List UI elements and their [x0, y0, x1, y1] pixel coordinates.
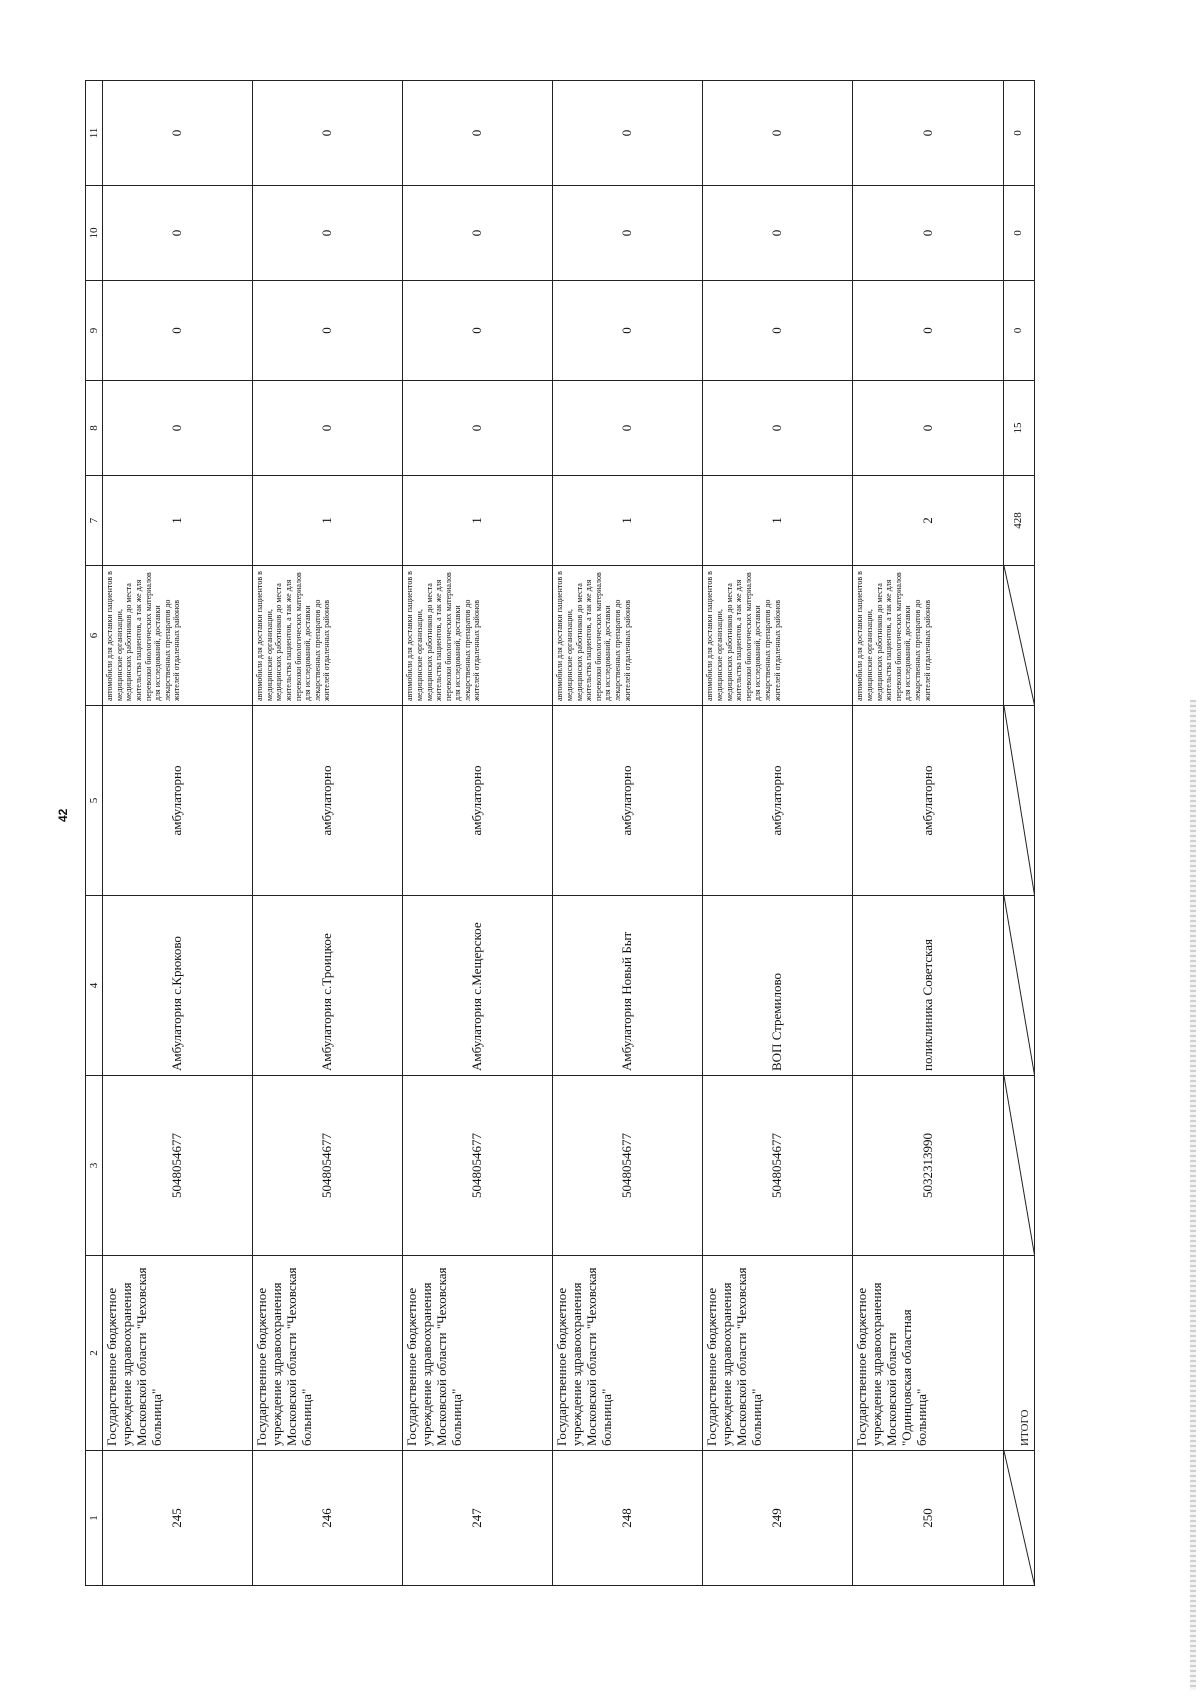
total-empty-cell	[1003, 566, 1034, 706]
count-col-8: 0	[703, 381, 853, 476]
row-number: 249	[703, 1451, 853, 1586]
count-col-9: 0	[253, 281, 403, 381]
care-condition: амбулаторно	[253, 706, 403, 896]
count-col-11: 0	[253, 81, 403, 186]
care-condition: амбулаторно	[853, 706, 1003, 896]
row-number: 248	[553, 1451, 703, 1586]
inn-value: 5032313990	[853, 1076, 1003, 1256]
inn-value: 5048054677	[703, 1076, 853, 1256]
vehicles-table	[85, 80, 1035, 1586]
division-name: поликлиника Советская	[853, 896, 1003, 1076]
division-name: Амбулатория с.Троицкое	[253, 896, 403, 1076]
column-number: 9	[86, 281, 103, 381]
strike-diagonal	[1004, 706, 1034, 895]
total-empty-cell	[1003, 1451, 1034, 1586]
total-col-7: 428	[1003, 476, 1034, 566]
count-col-11: 0	[103, 81, 253, 186]
count-col-10: 0	[853, 186, 1003, 281]
rotated-table-container	[85, 81, 1035, 1586]
total-empty-cell	[1003, 896, 1034, 1076]
division-name: Амбулатория с.Мещерское	[403, 896, 553, 1076]
total-empty-cell	[1003, 706, 1034, 896]
count-col-11: 0	[403, 81, 553, 186]
scan-edge-strip	[1190, 700, 1196, 1690]
division-name: ВОП Стремилово	[703, 896, 853, 1076]
total-empty-cell	[1003, 1076, 1034, 1256]
inn-value: 5048054677	[103, 1076, 253, 1256]
total-col-10: 0	[1003, 186, 1034, 281]
count-col-10: 0	[253, 186, 403, 281]
total-col-8: 15	[1003, 381, 1034, 476]
organization-name: Государственное бюджетное учреждение здравоохранения Московской области "Чеховская больница"	[103, 1256, 253, 1451]
vehicle-purpose: автомобили для доставки пациентов в медицинские организации, медицинских работников до места жительства пациентов, а так же для перевозки биологических материалов для исследований, доставки лекарственных препаратов до жителей отдаленных районов	[253, 566, 403, 706]
column-number: 6	[86, 566, 103, 706]
organization-name: Государственное бюджетное учреждение здравоохранения Московской области "Чеховская больница"	[553, 1256, 703, 1451]
count-col-8: 0	[853, 381, 1003, 476]
count-col-10: 0	[403, 186, 553, 281]
column-number: 10	[86, 186, 103, 281]
table-row	[853, 81, 1003, 1586]
count-col-10: 0	[703, 186, 853, 281]
row-number: 250	[853, 1451, 1003, 1586]
organization-name: Государственное бюджетное учреждение здравоохранения Московской области "Чеховская больница"	[703, 1256, 853, 1451]
count-col-8: 0	[553, 381, 703, 476]
count-col-7: 1	[703, 476, 853, 566]
column-number: 1	[86, 1451, 103, 1586]
vehicle-purpose: автомобили для доставки пациентов в медицинские организации, медицинских работников до места жительства пациентов, а так же для перевозки биологических материалов для исследований, доставки лекарственных препаратов до жителей отдаленных районов	[103, 566, 253, 706]
count-col-7: 1	[103, 476, 253, 566]
total-col-9: 0	[1003, 281, 1034, 381]
organization-name: Государственное бюджетное учреждение здравоохранения Московской области "Чеховская больница"	[403, 1256, 553, 1451]
row-number: 246	[253, 1451, 403, 1586]
vehicle-purpose: автомобили для доставки пациентов в медицинские организации, медицинских работников до места жительства пациентов, а так же для перевозки биологических материалов для исследований, доставки лекарственных препаратов до жителей отдаленных районов	[853, 566, 1003, 706]
vehicle-purpose: автомобили для доставки пациентов в медицинские организации, медицинских работников до места жительства пациентов, а так же для перевозки биологических материалов для исследований, доставки лекарственных препаратов до жителей отдаленных районов	[403, 566, 553, 706]
column-number: 4	[86, 896, 103, 1076]
count-col-9: 0	[703, 281, 853, 381]
count-col-8: 0	[253, 381, 403, 476]
table-row	[403, 81, 553, 1586]
inn-value: 5048054677	[253, 1076, 403, 1256]
page-number: 42	[56, 808, 70, 822]
care-condition: амбулаторно	[403, 706, 553, 896]
column-number: 3	[86, 1076, 103, 1256]
inn-value: 5048054677	[553, 1076, 703, 1256]
care-condition: амбулаторно	[103, 706, 253, 896]
count-col-9: 0	[403, 281, 553, 381]
count-col-9: 0	[103, 281, 253, 381]
count-col-7: 1	[253, 476, 403, 566]
division-name: Амбулатория Новый Быт	[553, 896, 703, 1076]
column-number-row	[86, 81, 103, 1586]
organization-name: Государственное бюджетное учреждение здравоохранения Московской области "Одинцовская областная больница"	[853, 1256, 1003, 1451]
table-row	[553, 81, 703, 1586]
total-col-11: 0	[1003, 81, 1034, 186]
total-row	[1003, 81, 1034, 1586]
strike-diagonal	[1004, 1076, 1034, 1255]
count-col-7: 1	[403, 476, 553, 566]
count-col-11: 0	[553, 81, 703, 186]
column-number: 11	[86, 81, 103, 186]
column-number: 7	[86, 476, 103, 566]
care-condition: амбулаторно	[553, 706, 703, 896]
strike-diagonal	[1004, 566, 1034, 705]
count-col-9: 0	[553, 281, 703, 381]
inn-value: 5048054677	[403, 1076, 553, 1256]
organization-name: Государственное бюджетное учреждение здравоохранения Московской области "Чеховская больница"	[253, 1256, 403, 1451]
division-name: Амбулатория с.Крюково	[103, 896, 253, 1076]
table-row	[103, 81, 253, 1586]
column-number: 2	[86, 1256, 103, 1451]
table-row	[253, 81, 403, 1586]
count-col-8: 0	[403, 381, 553, 476]
column-number: 5	[86, 706, 103, 896]
vehicle-purpose: автомобили для доставки пациентов в медицинские организации, медицинских работников до места жительства пациентов, а так же для перевозки биологических материалов для исследований, доставки лекарственных препаратов до жителей отдаленных районов	[553, 566, 703, 706]
row-number: 245	[103, 1451, 253, 1586]
row-number: 247	[403, 1451, 553, 1586]
strike-diagonal	[1004, 1451, 1034, 1585]
count-col-8: 0	[103, 381, 253, 476]
count-col-7: 2	[853, 476, 1003, 566]
column-number: 8	[86, 381, 103, 476]
count-col-10: 0	[103, 186, 253, 281]
count-col-11: 0	[703, 81, 853, 186]
count-col-7: 1	[553, 476, 703, 566]
care-condition: амбулаторно	[703, 706, 853, 896]
strike-diagonal	[1004, 896, 1034, 1075]
vehicle-purpose: автомобили для доставки пациентов в медицинские организации, медицинских работников до места жительства пациентов, а так же для перевозки биологических материалов для исследований, доставки лекарственных препаратов до жителей отдаленных районов	[703, 566, 853, 706]
total-label: ИТОГО	[1003, 1256, 1034, 1451]
table-row	[703, 81, 853, 1586]
count-col-10: 0	[553, 186, 703, 281]
count-col-11: 0	[853, 81, 1003, 186]
count-col-9: 0	[853, 281, 1003, 381]
